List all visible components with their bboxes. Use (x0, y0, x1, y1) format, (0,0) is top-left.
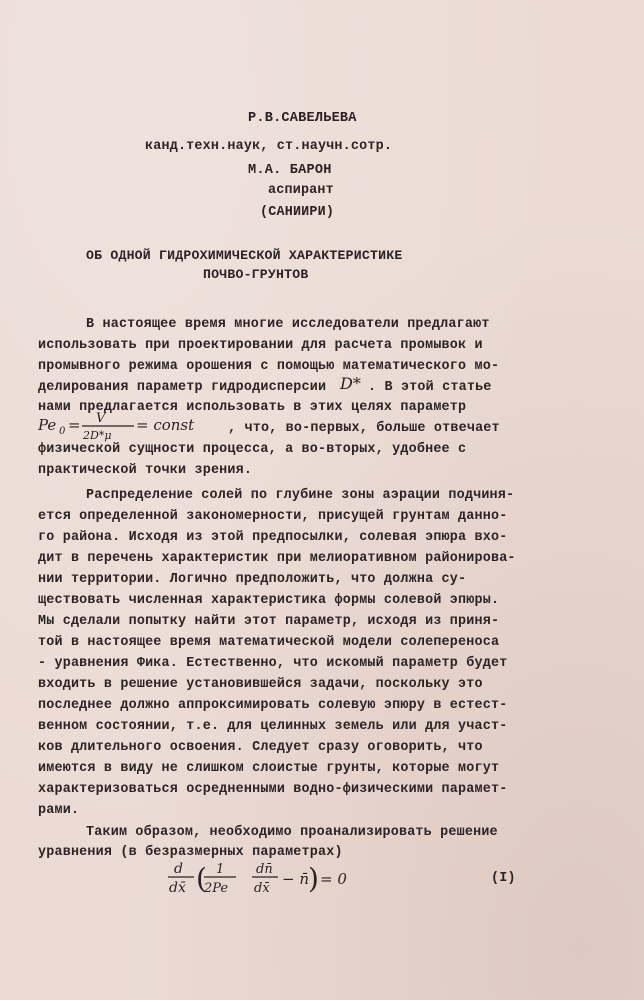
paragraph-3-line-2: уравнения (в безразмерных параметрах) (38, 845, 343, 860)
svg-text:d: d (174, 861, 183, 877)
paragraph-1-line-1: В настоящее время многие исследователи предлагают (86, 317, 490, 332)
paragraph-2-line: ков длительного освоения. Следует сразу оговорить, что (38, 740, 483, 755)
svg-text:dx̄: dx̄ (254, 881, 270, 896)
paragraph-1-line-7: физической сущности процесса, а во-вторых, удобнее с (38, 442, 467, 457)
paragraph-1-line-8: практической точки зрения. (38, 463, 253, 478)
paragraph-2-line: нии территории. Логично предположить, что должна су- (38, 572, 467, 587)
author-1-title: канд.техн.наук, ст.научн.сотр. (145, 139, 393, 154)
author-2-title: аспирант (268, 183, 334, 198)
paragraph-2-line: дит в перечень характеристик при мелиоративном районирова- (38, 551, 516, 566)
paragraph-2-line: ется определенной закономерности, присущей грунтам данно- (38, 509, 508, 524)
paragraph-1-line-6-tail: , что, во-первых, больше отвечает (228, 421, 500, 436)
svg-text:(: ( (196, 862, 207, 895)
svg-text:dn̄: dn̄ (256, 862, 273, 877)
svg-text:= const: = const (136, 416, 195, 434)
author-2-name: М.А. БАРОН (248, 163, 332, 178)
paragraph-2-line: последнее должно аппроксимировать солевую эпюру в естест- (38, 698, 508, 713)
institute: (САНИИРИ) (260, 205, 335, 220)
paragraph-1-line-2: использовать при проектировании для расчета промывок и (38, 338, 483, 353)
paragraph-2-line: той в настоящее время математической модели солепереноса (38, 635, 500, 650)
paragraph-3-line-1: Таким образом, необходимо проанализировать решение (86, 825, 498, 840)
paragraph-2-line: венном состоянии, т.е. для целинных земель или для участ- (38, 719, 508, 734)
paragraph-2-line: - уравнения Фика. Естественно, что искомый параметр будет (38, 656, 508, 671)
paragraph-1-line-4-tail: . В этой статье (368, 380, 492, 395)
paragraph-2-line: ществовать численная характеристика формы солевой эпюры. (38, 593, 500, 608)
paragraph-2-line: характеризоваться осредненными водно-физическими парамет- (38, 782, 508, 797)
author-1-name: Р.В.САВЕЛЬЕВА (248, 111, 357, 126)
hydrodispersion-symbol: D* (340, 374, 361, 393)
article-title-line-1: ОБ ОДНОЙ ГИДРОХИМИЧЕСКОЙ ХАРАКТЕРИСТИКЕ (86, 248, 403, 263)
svg-text:0: 0 (59, 426, 66, 437)
svg-text:dx̄: dx̄ (169, 880, 186, 896)
paragraph-1-line-4: делирования параметр гидродисперсии (38, 380, 327, 395)
paragraph-1-line-5: нами предлагается использовать в этих целях параметр (38, 400, 467, 415)
svg-text:): ) (308, 862, 319, 895)
svg-text:2D*μ: 2D*μ (83, 429, 112, 442)
svg-text:Pe: Pe (38, 416, 57, 434)
svg-text:= 0: = 0 (320, 870, 347, 888)
paragraph-1-line-3: промывного режима орошения с помощью математического мо- (38, 359, 500, 374)
paragraph-2-line: го района. Исходя из этой предпосылки, солевая эпюра вхо- (38, 530, 508, 545)
paragraph-2-line: рами. (38, 803, 80, 818)
paragraph-2-line: имеются в виду не слишком слоистые грунты, которые могут (38, 761, 500, 776)
peclet-formula (36, 408, 216, 444)
article-title-line-2: ПОЧВО-ГРУНТОВ (203, 267, 309, 282)
svg-text:=: = (68, 416, 81, 434)
svg-text:− n̄: − n̄ (282, 870, 309, 888)
svg-text:1: 1 (216, 862, 225, 877)
svg-text:V: V (96, 411, 106, 426)
equation-number: (I) (491, 871, 516, 886)
paragraph-2-line: Распределение солей по глубине зоны аэрации подчиня- (86, 488, 515, 503)
svg-text:2Pe: 2Pe (204, 881, 229, 896)
paragraph-2-line: Мы сделали попытку найти этот параметр, исходя из приня- (38, 614, 500, 629)
fick-equation (160, 858, 380, 902)
paragraph-2-line: входить в решение установившейся задачи, поскольку это (38, 677, 483, 692)
